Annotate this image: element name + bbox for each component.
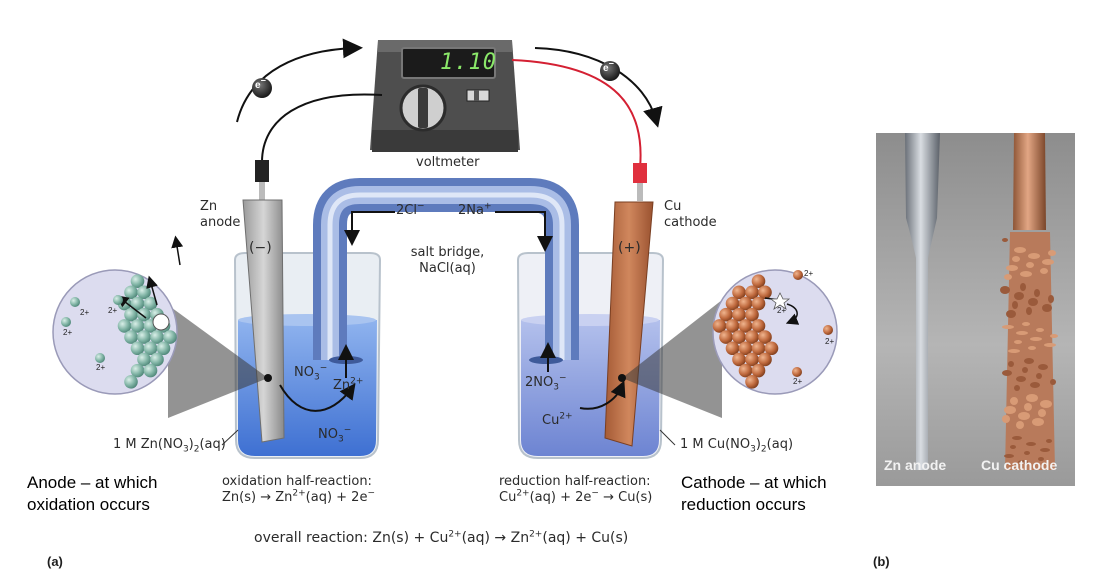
ion-no3-right: $2NO_3^-$ [525,373,567,393]
cu-deposit-grain [1002,415,1010,423]
cathode-wire [512,60,641,168]
cu-deposit-grain [1024,358,1034,364]
cu-deposit-grain [1024,403,1032,411]
cu-deposit-grain [1014,292,1024,300]
cu-deposit-grain [1042,259,1054,265]
anode-clip [255,160,269,200]
cu-deposit-grain [1010,445,1016,449]
cu-deposit-grain [1026,394,1038,402]
cu-deposit-grain [1010,397,1018,405]
ion-zn2: $Zn^{2+}$ [333,376,364,393]
cu-deposit-grain [1012,256,1020,262]
cu-deposit-grain [1028,298,1038,306]
cathode-clip [633,163,647,201]
cu-deposit-grain [1014,247,1026,253]
cu-deposit-grain [1012,301,1018,309]
cu-deposit-grain [1042,304,1052,312]
cu-deposit-grain [1002,325,1014,329]
reduction-half-reaction: reduction half-reaction: $Cu^{2+}(aq) + 2e^- \to Cu(s)$ [499,474,653,505]
cu-deposit-grain [1008,349,1020,353]
ion-charge-label: 2+ [777,306,787,315]
cu-deposit-grain [1026,262,1034,268]
cu-deposit-grain [1006,310,1016,318]
cu-deposit-grain [1028,253,1040,259]
cu-deposit-grain [1014,340,1022,344]
salt-bridge-anion: 2Cl− [396,201,425,218]
cu-deposit-grain [1016,376,1026,382]
cu-deposit-grain [1036,328,1044,332]
anode-label: Zn anode [200,199,241,230]
cu-deposit-grain [1020,271,1032,277]
ion-cu2: $Cu^{2+}$ [542,411,573,428]
cu-deposit-grain [1032,418,1044,426]
cu-deposit-grain [1014,385,1020,391]
voltmeter-label: voltmeter [416,155,480,170]
overall-reaction: overall reaction: $Zn(s) + Cu^{2+}(aq) \to Zn^{2+}(aq) + Cu(s)$ [254,529,629,546]
cu-deposit-grain [1040,268,1048,274]
cu-deposit-grain [1024,451,1030,455]
salt-bridge-cation: 2Na+ [458,201,492,218]
metal-atom [144,364,158,378]
panel-label-b: (b) [873,554,890,569]
photo-caption-cu: Cu cathode [981,457,1058,473]
cu-deposit-grain [1008,361,1014,367]
cu-deposit-grain [1030,337,1042,341]
cu-deposit-grain [1038,409,1046,417]
cu-deposit-grain [1028,346,1036,350]
ion-no3-left-top: $NO_3^-$ [294,363,328,383]
electron-label-left: e− [255,75,266,91]
ion-no3-left-bottom: $NO_3^-$ [318,425,352,445]
cu-deposit-grain [1040,400,1052,408]
cu-deposit-grain [1022,322,1030,326]
cu-deposit-grain [1030,382,1040,388]
cu-deposit-grain [1000,286,1010,294]
cu-deposit-grain [1026,307,1032,315]
cu-deposit-grain [1048,250,1056,256]
cathode-sign: (+) [618,240,641,256]
cu-deposit-grain [1016,421,1024,429]
ion-charge-label: 2+ [825,337,835,346]
anode-solution-label: 1 M $Zn(NO_3)_2(aq)$ [113,437,226,455]
anode-magnified-view [53,240,180,394]
cu-deposit-grain [1034,289,1040,297]
cu-cathode-rod [1013,133,1046,230]
cu-deposit-grain [1026,442,1036,446]
cu-deposit-grain [1004,274,1012,280]
metal-atom [745,375,759,389]
cu-deposit-grain [1046,439,1052,443]
electron-flow-arrow-right [535,48,656,120]
anode-sign: (−) [249,240,272,256]
anode-wire [262,94,382,162]
cathode-solution-label: 1 M $Cu(NO_3)_2(aq)$ [680,437,794,455]
electrode-photo [876,133,1075,486]
ion-charge-label: 2+ [804,269,814,278]
cathode-magnified-view [713,270,837,394]
cu-deposit-grain [1012,436,1022,440]
cu-deposit-grain [1002,370,1012,376]
cu-deposit-grain [1016,331,1028,335]
metal-atom [124,375,138,389]
ion-charge-label: 2+ [96,363,106,372]
panel-label-a: (a) [47,554,63,569]
cu-deposit-grain [1004,406,1016,414]
voltmeter-reading: 1.10 [440,50,497,75]
cu-deposit-grain [1038,364,1048,370]
cu-deposit-grain [1018,412,1030,420]
cathode-note: Cathode – at which reduction occurs [681,473,827,514]
salt-bridge-label: salt bridge, NaCl(aq) [410,245,485,276]
cu-deposit-grain [1036,373,1042,379]
electron-label-right: e− [603,58,614,74]
cathode-label: Cu cathode [664,199,717,230]
ion-charge-label: 2+ [63,328,73,337]
cu-deposit-grain [1048,295,1054,303]
ion-charge-label: 2+ [793,377,803,386]
cu-deposit-grain [1044,343,1056,347]
cu-deposit-grain [1002,238,1008,242]
cu-deposit-grain [1040,448,1050,452]
cu-deposit-grain [1020,283,1026,291]
cu-deposit-grain [1022,367,1028,373]
photo-caption-zn: Zn anode [884,457,947,473]
cu-deposit-grain [1050,379,1056,385]
ion-charge-label: 2+ [80,308,90,317]
cu-deposit-grain [1050,334,1058,338]
oxidation-half-reaction: oxidation half-reaction: $Zn(s) \to Zn^{2+}(aq) + 2e^-$ [222,474,375,505]
ion-charge-label: 2+ [108,306,118,315]
cu-deposit-grain [1006,265,1018,271]
anode-note: Anode – at which oxidation occurs [27,473,158,514]
